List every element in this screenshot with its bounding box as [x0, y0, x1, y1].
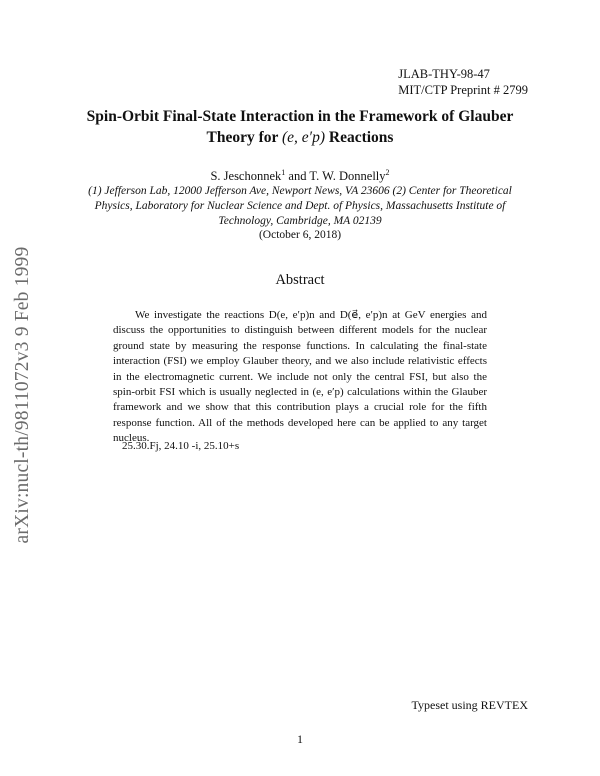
typeset-note: Typeset using REVTEX: [411, 698, 528, 712]
pacs-numbers: 25.30.Fj, 24.10 -i, 25.10+s: [122, 440, 240, 452]
title-line-2-prefix: Theory for: [206, 129, 279, 146]
paper-title: [60, 106, 540, 148]
title-line-2: [60, 127, 540, 148]
arxiv-sidebar: [10, 210, 36, 580]
page-number: 1: [297, 732, 303, 746]
abstract-text: We investigate the reactions D(e, e′p)n and D(e⃗, e′p)n at GeV energies and discuss the opportunities to distinguish between different models for the nuclear ground state by measuring the response functions. In calculating the final-state interaction (FSI) we employ Glauber theory, and we also include relativistic effects in the electromagnetic current. We include not only the central FSI, but also the spin-orbit FSI which is usually neglected in (e, e′p) calculations within the Glauber framework and we show that this contribution plays a crucial role for the fifth response function. All of the methods developed here can be applied to any target nucleus.: [113, 309, 487, 445]
author-jeschonnek: S. Jeschonnek: [210, 169, 282, 184]
report-number-mit: MIT/CTP Preprint # 2799: [398, 83, 528, 97]
author1-affiliation-mark: 1: [281, 168, 286, 177]
title-line-2-suffix: Reactions: [328, 129, 394, 146]
author-list: [60, 168, 540, 184]
author-donnelly: T. W. Donnelly: [309, 169, 386, 184]
report-numbers: [398, 66, 528, 98]
affiliations: (1) Jefferson Lab, 12000 Jefferson Ave, Newport News, VA 23606 (2) Center for Theoretical Physics, Laboratory for Nuclear Science and Dept. of Physics, Massachusetts Institute of Technology, Cambridge, MA 02139: [88, 185, 512, 227]
title-reaction-math: (e, e′p): [282, 129, 325, 146]
title-line-1: Spin-Orbit Final-State Interaction in the Framework of Glauber: [86, 108, 514, 125]
author-conjunction: and: [288, 169, 307, 184]
report-number-jlab: JLAB-THY-98-47: [398, 67, 490, 81]
paper-date: (October 6, 2018): [258, 229, 342, 241]
arxiv-identifier: arXiv:nucl-th/9811072v3 9 Feb 1999: [12, 246, 33, 544]
abstract-heading: Abstract: [275, 272, 325, 288]
author2-affiliation-mark: 2: [385, 168, 390, 177]
